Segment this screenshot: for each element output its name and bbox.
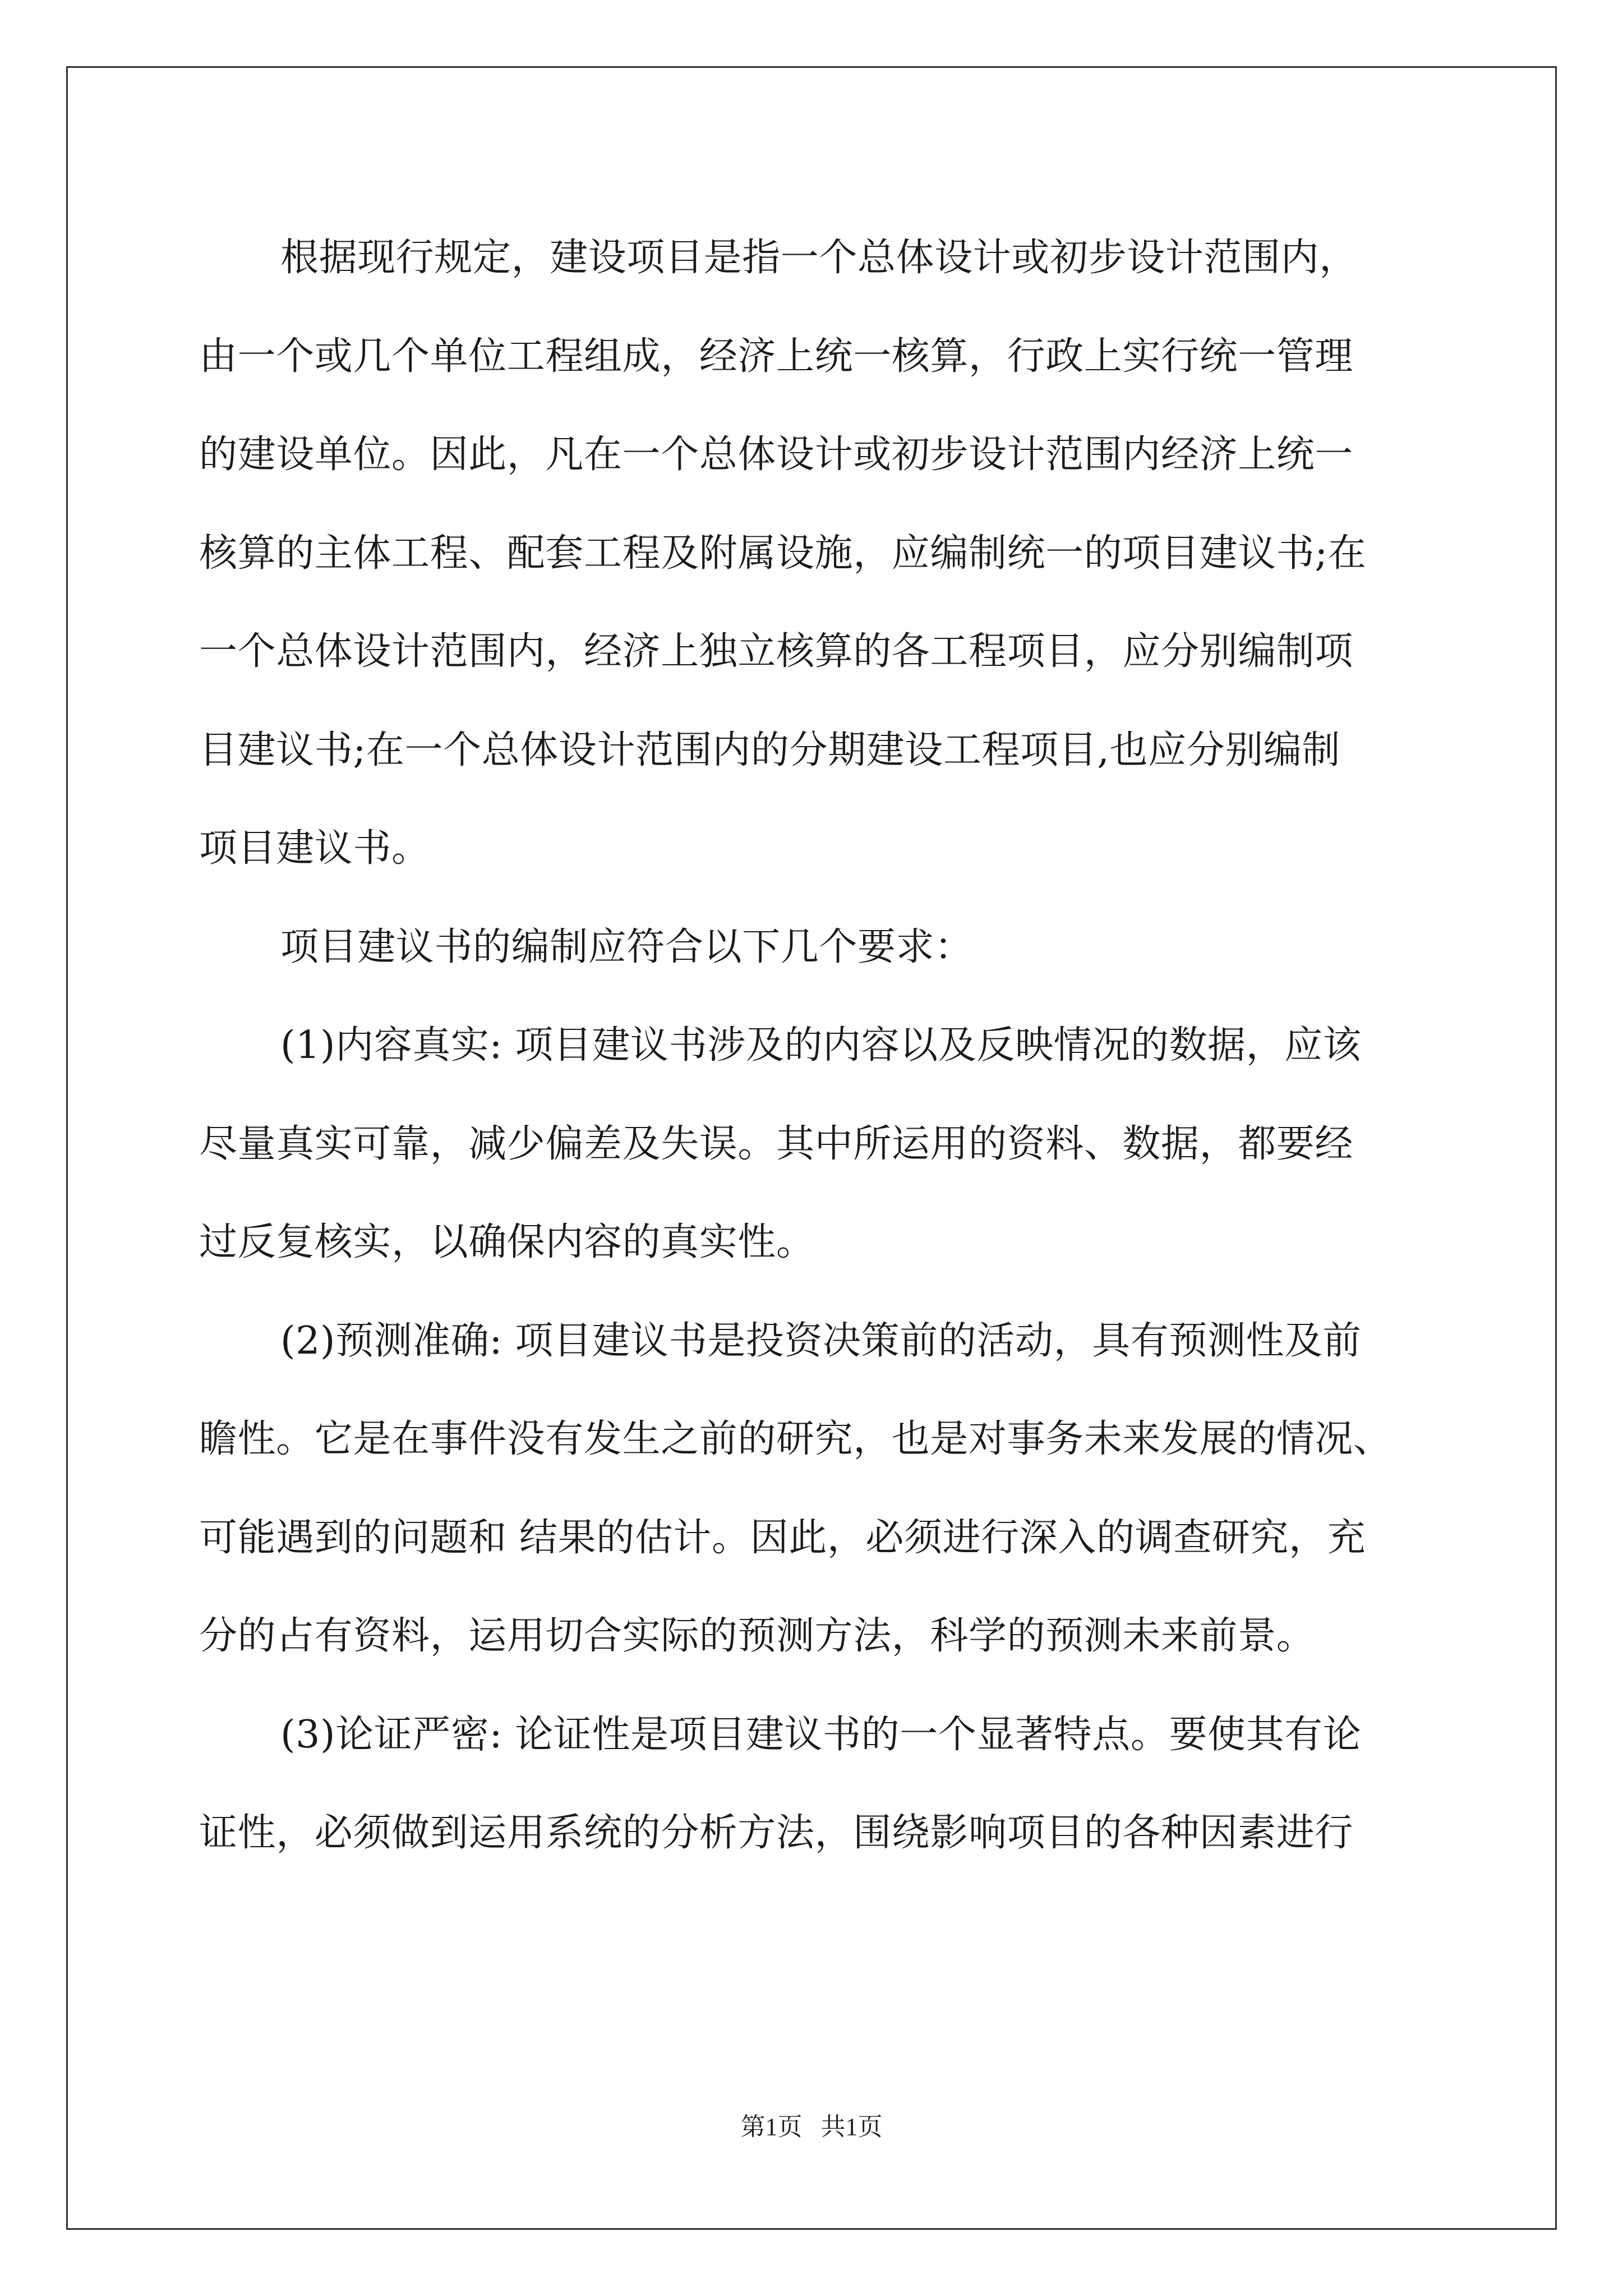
text-line: (2)预测准确: 项目建议书是投资决策前的活动，具有预测性及前 [280,1318,1362,1363]
text-line: 目建议书;在一个总体设计范围内的分期建设工程项目,也应分别编制 [199,728,1341,772]
text-line: 的建设单位。因此，凡在一个总体设计或初步设计范围内经济上统一 [199,432,1354,477]
text-line: (3)论证严密: 论证性是项目建议书的一个显著特点。要使其有论 [280,1712,1362,1757]
text-line: 可能遇到的问题和 结果的估计。因此，必须进行深入的调查研究，充 [199,1515,1366,1560]
text-line: 项目建议书。 [199,826,430,871]
text-line: 核算的主体工程、配套工程及附属设施，应编制统一的项目建议书;在 [199,531,1367,576]
text-line: 过反复核实，以确保内容的真实性。 [199,1220,815,1264]
text-line: 瞻性。它是在事件没有发生之前的研究，也是对事务未来发展的情况、 [199,1417,1392,1461]
document-body [199,209,1436,1883]
text-line: 项目建议书的编制应符合以下几个要求： [280,924,973,969]
text-line: 证性，必须做到运用系统的分析方法，围绕影响项目的各种因素进行 [199,1811,1354,1855]
text-line: 尽量真实可靠，减少偏差及失误。其中所运用的资料、数据，都要经 [199,1121,1354,1166]
text-line: 一个总体设计范围内，经济上独立核算的各工程项目，应分别编制项 [199,629,1354,674]
text-line: 根据现行规定，建设项目是指一个总体设计或初步设计范围内， [280,236,1358,280]
text-line: (1)内容真实: 项目建议书涉及的内容以及反映情况的数据，应该 [280,1023,1362,1068]
text-line: 由一个或几个单位工程组成，经济上统一核算，行政上实行统一管理 [199,334,1354,379]
page-number-footer: 第1页 共1页 [740,2113,883,2141]
text-line: 分的占有资料，运用切合实际的预测方法，科学的预测未来前景。 [199,1614,1315,1658]
